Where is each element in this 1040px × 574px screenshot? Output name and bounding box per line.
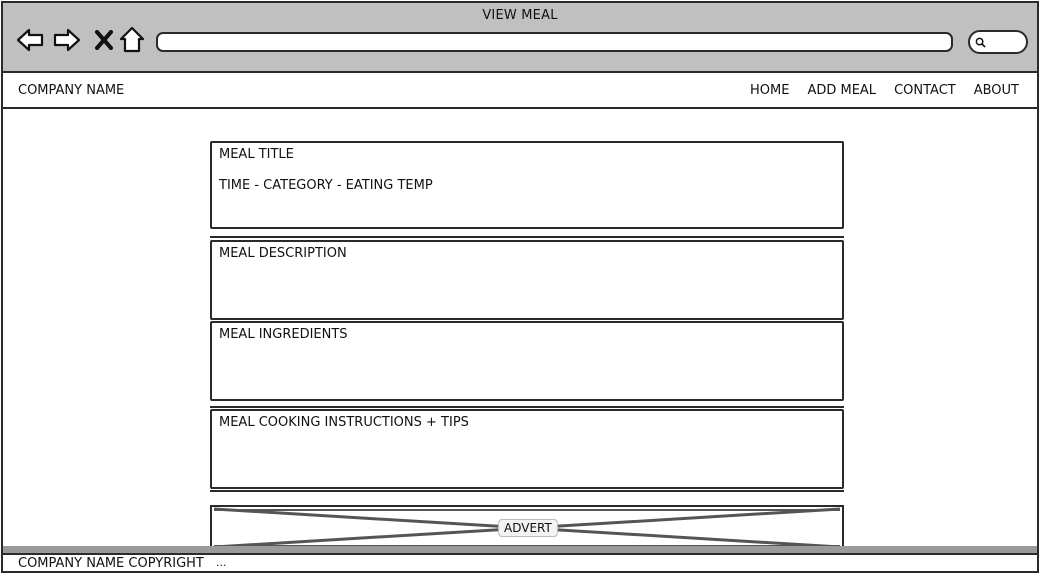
url-input[interactable] xyxy=(156,32,953,52)
site-footer xyxy=(3,553,1037,571)
meal-description-card xyxy=(210,240,844,320)
meal-instructions-card xyxy=(210,409,844,489)
forward-arrow-icon[interactable] xyxy=(52,25,82,55)
window-title: VIEW MEAL xyxy=(482,8,558,23)
browser-window xyxy=(1,1,1039,573)
nav-home[interactable]: HOME xyxy=(749,83,790,98)
browser-chrome xyxy=(3,3,1037,73)
close-icon[interactable] xyxy=(89,25,119,55)
meal-ingredients-card xyxy=(210,321,844,401)
card-divider xyxy=(210,232,844,238)
meal-title-card xyxy=(210,141,844,229)
advert-label: ADVERT xyxy=(498,519,558,537)
footer-shadow xyxy=(3,546,1037,553)
footer-ellipsis: ... xyxy=(216,556,227,569)
advert-placeholder[interactable] xyxy=(210,505,844,551)
footer-copyright: COMPANY NAME COPYRIGHT xyxy=(18,556,204,571)
meal-title: MEAL TITLE xyxy=(219,147,294,162)
search-icon xyxy=(975,37,986,48)
meal-ingredients: MEAL INGREDIENTS xyxy=(219,327,348,342)
meal-instructions: MEAL COOKING INSTRUCTIONS + TIPS xyxy=(219,415,469,430)
main-menu xyxy=(750,83,1019,98)
nav-about[interactable]: ABOUT xyxy=(973,83,1019,98)
home-icon[interactable] xyxy=(117,25,147,55)
nav-add-meal[interactable]: ADD MEAL xyxy=(807,83,877,98)
search-field[interactable] xyxy=(968,30,1028,54)
meal-meta: TIME - CATEGORY - EATING TEMP xyxy=(219,178,433,193)
card-divider xyxy=(210,402,844,408)
site-header xyxy=(3,73,1037,109)
meal-description: MEAL DESCRIPTION xyxy=(219,246,347,261)
card-divider xyxy=(210,488,844,492)
nav-contact[interactable]: CONTACT xyxy=(894,83,956,98)
back-arrow-icon[interactable] xyxy=(15,25,45,55)
company-name: COMPANY NAME xyxy=(18,83,125,98)
